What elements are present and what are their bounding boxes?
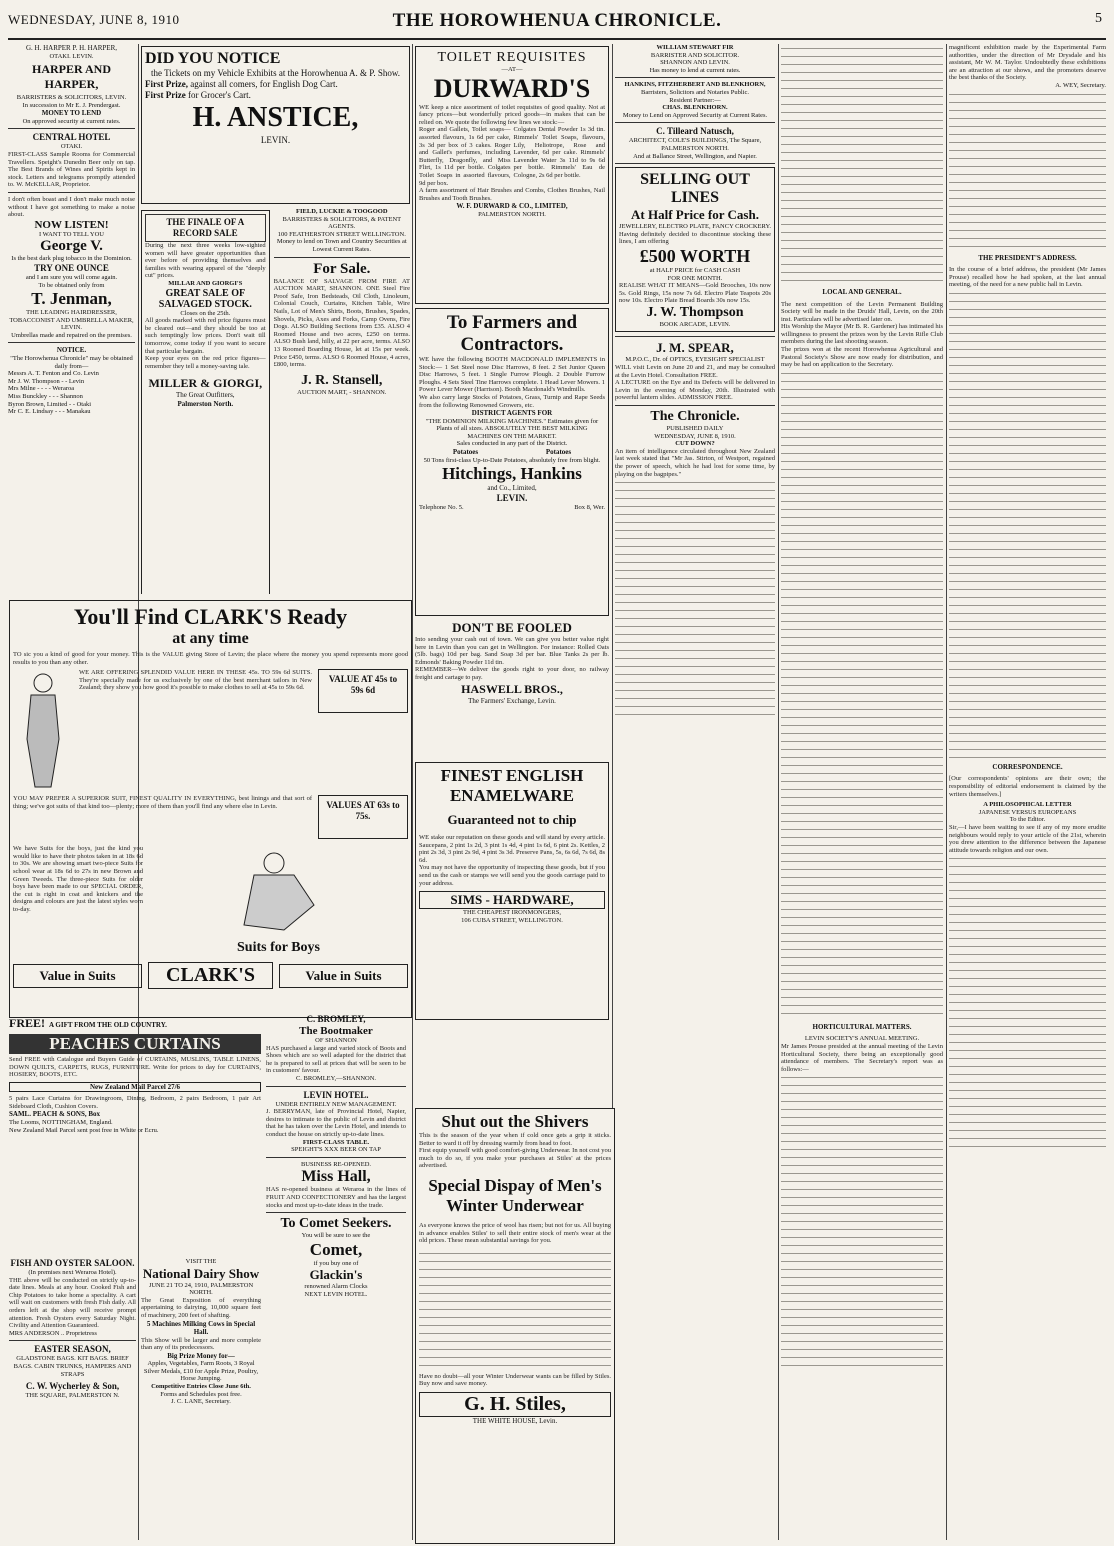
anstice-first1: First Prize, [145,79,188,89]
peach-parcel-text: 5 pairs Lace Curtains for Drawingroom, Dining, Bedroom, 2 pairs Bedroom, 1 pair Art Sideboard Cloth, Cushion Covers. [9,1095,261,1110]
jenman-name: T. Jenman, [31,289,112,309]
stiles-body-lines [419,1249,611,1369]
correspondence-note: [Our correspondents' opinions are their own; the responsibility of editorial endorsement is claimed by the writers themselves.] [949,775,1106,798]
clark-superior: YOU MAY PREFER A SUPERIOR SUIT, FINEST QUALITY IN EVERYTHING, best linings and that sort of thing; we've got suits of that kind too—plenty; more of them than you'll find any where else in Levin. [13,795,312,810]
spear-text: WILL visit Levin on June 20 and 21, and may be consulted at the Levin Hotel. Consultation FREE. [615,364,775,379]
stewart-town: SHANNON AND LEVIN. [660,59,730,67]
stiles-name: G. H. Stiles, [419,1392,611,1417]
col3-bottom [266,1014,406,1538]
hitchings-tel: Telephone No. 5. [419,503,464,511]
selling-realise: REALISE WHAT IT MEANS—Gold Brooches, 10s now 5s. Gold Rings, 15s now 7s 6d. Electro Plate Teapots 20s now 10s. Electro Plate Bread Boards 30s now 15s. [619,282,771,305]
hotel-town: OTAKI. [60,143,83,151]
agent-row: Mrs Milne - - - - Weraroa [8,385,75,393]
fish-title: FISH AND OYSTER SALOON. [10,1258,135,1268]
news-text-block [781,369,943,1019]
chronicle-date: WEDNESDAY, JUNE 8, 1910. [654,432,736,440]
clark-value1: VALUE AT 45s to 59s 6d [318,669,408,713]
chronicle-title: The Chronicle. [650,409,740,425]
agent-row: Mr J. W. Thompson - - Levin [8,377,85,385]
durward-toilet: TOILET REQUISITES [437,50,587,65]
news-text-block [949,854,1106,1154]
horti-title: HORTICULTURAL MATTERS. [812,1022,912,1031]
clark-value2: VALUES AT 63s to 75s. [318,795,408,839]
stansell-forsale: For Sale. [313,260,371,277]
column-7 [949,44,1106,1540]
sims-guar: Guaranteed not to chip [447,812,577,827]
comet-clocks: Glackin's [309,1267,363,1283]
local-title: LOCAL AND GENERAL. [822,288,902,296]
easter-title: EASTER SEASON, [34,1344,111,1355]
page-number: 5 [1095,11,1102,26]
sims-name: SIMS - HARDWARE, [419,891,605,909]
letter-sub: JAPANESE VERSUS EUROPEANS [978,808,1077,816]
correspondence-title: CORRESPONDENCE. [992,762,1063,771]
fish-text: THE above will be conducted on strictly up-to-date lines. Meals at any hour. Cooked Fish and Chip Potatoes to take home a speciality. A cart will wait on customers with fresh Fish daily. All orders left at the shop will receive prompt attention. Fresh Oysters every Saturday Night. Civility and Attention Guaranteed. [9,1276,136,1330]
anstice-first2-text: for Grocer's Cart. [187,90,251,100]
anstice-did: DID YOU NOTICE [145,50,281,67]
block-anstice-miller [141,44,410,594]
selling-price: At Half Price for Cash. [631,207,759,223]
durward-farm: A farm assortment of Hair Brushes and Combs, Clothes Brushes, Nail Brushes and Tooth Brushes. [419,187,605,202]
hankins-partner-name: CHAS. BLENKHORN. [662,104,728,112]
stewart-title: BARRISTER AND SOLICITOR. [650,51,740,59]
hitchings-name: Hitchings, Hankins [442,464,582,484]
dairy-sec: J. C. LANE, Secretary. [171,1398,231,1406]
dairy-dates: JUNE 21 TO 24, 1910, PALMERSTON NORTH. [148,1281,254,1297]
listen-tell: I WANT TO TELL YOU [39,230,104,238]
peach-firm: SAML. PEACH & SONS, Box [9,1110,101,1119]
right-p1: magnificent exhibition made by the Experimental Farm authorities, under the direction of Mr Drysdale and his assistant, Mr W. M. Taylor. Undoubtedly these exhibitions are an attraction at our shows, and the promoters deserve the best thanks of the Society. [949,44,1106,82]
clark-bottom-mid: CLARK'S [148,962,273,989]
bromley-trade: The Bootmaker [299,1025,373,1037]
haswell-name: HASWELL BROS., [461,681,563,696]
hitchings-pot1: Potatoes [452,448,479,457]
easter-items: GLADSTONE BAGS. KIT BAGS. BRIEF BAGS. CABIN TRUNKS, HAMPERS AND STRAPS [13,1355,132,1378]
selling-title: SELLING OUT LINES [640,171,750,207]
field-addr: 100 FEATHERSTON STREET WELLINGTON. [277,230,406,238]
agent-row: Messrs A. T. Fenton and Co. Levin [8,370,99,378]
peach-gift: A GIFT FROM THE OLD COUNTRY. [49,1021,167,1029]
george-sub: Is the best dark plug tobacco in the Dominion. [11,255,132,263]
miller-sub2: The Great Outfitters, [176,391,235,400]
hotel-title: CENTRAL HOTEL [32,132,111,143]
durward-firm: W. F. DURWARD & CO., LIMITED, [456,202,568,211]
miller-town: Palmerston North. [177,399,234,408]
miller-sub: MILLAR AND GIORGI'S [168,279,243,287]
easter-addr: THE SQUARE, PALMERSTON N. [25,1392,120,1400]
sims-text: WE stake our reputation on these goods and will stand by every article. Saucepans, 2 pint 1s 2d, 3 pint 1s 4d, 4 pint 1s 6d, 6 pint 2s. Kettles, 2 pint 2s 3d, 3 pint 2s 9d, 4 pint 3s 3d. Preserve Pans, 5s, 6s 6d, 7s 6d, 8s 6d. [419,834,605,864]
dairy-better: This Show will be larger and more complete than any of its predecessors. [141,1336,261,1352]
column-rule [412,44,413,1540]
hall-name: Miss Hall, [301,1168,371,1186]
dairy-title: National Dairy Show [142,1265,260,1281]
clark-boys: We have Suits for the boys, just the kind you would like to have their photos taken in at 18s 6d to 30s. We are showing smart two-piece Suits for school wear at 18s 6d to 27s in new Brown and Green Tweeds. The three-piece Suits for older boys have been made to our SPECIAL ORDER, the cut is right in coat and knickers and the designs and colours are just the latest styles worn to-day. [13,845,143,913]
dairy-machines: 5 Machines Milking Cows in Special Hall. [146,1319,256,1337]
hitchings-box: Box 8, Wer. [574,503,605,511]
boy-figure-icon [204,845,354,935]
dairy-entries: Competitive Entries Close June 6th. [151,1383,251,1391]
chronicle-text: An item of intelligence circulated throughout New Zealand last week stated that "Mr Jas. Stirton, of Westport, regained the power of speech, which he had lost for some time, by playing on the bagpipes." [615,447,775,478]
horti-text: Mr James Prouse presided at the annual meeting of the Levin Horticultural Society, there being an exceptionally good attendance of members. The Secretary's report was as follows:— [781,1042,943,1073]
local-p2: His Worship the Mayor (Mr B. R. Gardener) has intimated his willingness to present the prizes won by the Levin Rifle Club members during the last shooting season. [781,323,943,346]
news-text-block [949,289,1106,759]
letter-editor: To the Editor. [1009,816,1046,824]
miller-closes: Closes on the 25th. [180,309,231,317]
right-p2: In the course of a brief address, the president (Mr James Prouse) recalled how he had spoken, at the last annual meeting, of the need for a new public hall in Levin. [949,266,1106,289]
selling-ad [615,167,775,332]
levin-hotel-title: LEVIN HOTEL. [303,1089,369,1100]
selling-half: at HALF PRICE for CASH CASH [649,266,741,274]
field-sub: BARRISTERS & SOLICITORS, & PATENT AGENTS. [282,215,402,231]
local-p1: The next competition of the Levin Permanent Building Society will be made in the Druids' Hall, Levin, on the 20th inst. Particulars will be advertised later on. [781,300,943,323]
sims-ad [415,762,609,1020]
local-p3: The prizes won at the recent Horowhenua Agricultural and Pastoral Society's Show are now ready for distribution, and may be had on application to the Secretary. [781,346,943,369]
horti-sub: LEVIN SOCIETY'S ANNUAL MEETING. [804,1035,920,1043]
fish-easter-block [9,1258,136,1538]
peach-parcel: New Zealand Mail Parcel 27/6 [9,1082,261,1093]
right-p3: Sir,—I have been waiting to see if any of my more erudite neighbours would reply to your article of the 21st, wherein you drew attention to the difference between the Japanese attitude towards religion and our own. [949,823,1106,854]
selling-jewel: JEWELLERY, ELECTRO PLATE, FANCY CROCKERY. [619,223,771,231]
hitchings-ad [415,308,609,616]
jenman-note: Umbrellas made and repaired on the premises. [11,331,132,339]
column-5 [615,44,775,1540]
jenman-sub: THE LEADING HAIRDRESSER, TOBACCONIST AND UMBRELLA MAKER, LEVIN. [9,309,134,332]
spear-lecture: A LECTURE on the Eye and its Defects will be delivered in Levin in the evening of Monday, 20th. Illustrated with powerful lantern slides. ADMISSION FREE. [615,379,775,402]
column-6 [781,44,943,1540]
haswell-title: DON'T BE FOOLED [452,620,572,635]
durward-name: DURWARD'S [433,73,591,103]
agent-row: Byron Brown, Limited - - Otaki [8,400,92,408]
harper-title: HARPER AND HARPER, [31,62,111,92]
levin-hotel-text: J. BERRYMAN, late of Provincial Hotel, Napier, desires to intimate to the public of Levin and district that he has taken over the Levin Hotel, and intends to conduct the house on strictly up-to-date lines. [266,1108,406,1138]
hall-text: HAS re-opened business at Weraroa in the lines of FRUIT AND CONFECTIONERY and has the largest stocks and most up-to-date ideas in the trade. [266,1186,406,1209]
bromley-text: HAS purchased a large and varied stock of Boots and Shoes which are so well adapted for the district that he is prepared to sell at prices that will be seen to be in customers' favour. [266,1044,406,1075]
fish-prop: MRS ANDERSON .. Proprietress [9,1329,97,1337]
anstice-town: LEVIN. [260,135,291,145]
obtain-text: To be obtained only from [38,281,105,289]
hankins-money: Money to Lend on Approved Security at Current Rates. [622,111,768,119]
selling-month: FOR ONE MONTH. [667,274,723,282]
agent-row: Mr C. E. Lindsay - - - Manakau [8,408,91,416]
natusch-sub: ARCHITECT, COLE'S BUILDINGS, The Square, PALMERSTON NORTH. [628,137,762,152]
haswell-sub: The Farmers' Exchange, Levin. [468,696,556,705]
news-text-block [781,1073,943,1373]
haswell-remember: REMEMBER—We deliver the goods right to your door, no railway freight and cartage to pay. [415,666,609,681]
natusch-name: C. Tilleard Natusch, [656,126,734,137]
selling-worth: £500 WORTH [639,245,751,266]
notice-title: NOTICE. [56,346,87,355]
hitchings-text: WE have the following BOOTH MACDONALD IMPLEMENTS in Stock:— 1 Set Steel nose Disc Harrows, 8 feet. 2 Set Junior Queen Disc Harrows, 5 feet. 1 Single Furrow Plough. 2 Double Furrow Ploughs. 4 Sets Steel Tine Harrows complete. 1 Head Lever Mowers. 1 Power Lever Mower (Harrison). Booth Macdonald's Windmills. [419,356,605,394]
stewart-name: WILLIAM STEWART FIR [656,44,734,51]
hitchings-agents-text: "THE DOMINION MILKING MACHINES." Estimates given for Plants of all sizes. ABSOLUTELY THE BEST MILKING MACHINES ON THE MARKET. [425,417,599,440]
spear-name: J. M. SPEAR, [656,340,734,356]
hotel-text: FIRST-CLASS Sample Rooms for Commercial Travellers. Speight's Dunedin Beer only on tap. The Best Brands of Wines and Spirits kept in stock. Letters and telegrams promptly attended to. W. McKELLAR, Proprietor. [8,150,135,189]
stiles-text: First equip yourself with good comfort-giving Underwear. In not cost you much to do so, if you make your purchases at Stiles' at the prices advertised. [419,1147,611,1170]
editorial-text-block [615,478,775,718]
hitchings-pot-text: 50 Tons first-class Up-to-Date Potatoes, absolutely free from blight. [423,456,601,464]
anstice-ad [141,46,410,204]
natusch-also: And at Ballance Street, Wellington, and Napier. [633,152,757,160]
president-title: THE PRESIDENT'S ADDRESS. [978,253,1077,262]
selling-sub: BOOK ARCADE, LEVIN. [659,320,731,328]
levin-hotel-beer: SPEIGHT'S XXX BEER ON TAP [291,1146,381,1154]
hitchings-agents: DISTRICT AGENTS FOR [471,409,553,418]
bromley-town: OF SHANNON [315,1037,357,1044]
hitchings-sub: and Co., Limited, [487,484,537,493]
comet-addr: NEXT LEVIN HOTEL. [304,1290,368,1298]
masthead [8,8,1106,40]
sims-may: You may not have the opportunity of inspecting these goods, but if you send us the cash or stamps we will send you the goods carriage paid to your address. [419,864,605,887]
chronicle-sub: PUBLISHED DAILY [666,425,724,433]
letter-title: A PHILOSOPHICAL LETTER [983,801,1072,809]
anstice-first2: First Prize [145,90,186,100]
column-rule [946,44,947,1540]
harper-succession: In succession to Mr E. J. Prendergast. [22,101,121,109]
anstice-name: H. ANSTICE, [192,102,359,133]
clark-offer: WE ARE OFFERING SPLENDID VALUE HERE IN THESE 45s. TO 59s 6d SUITS. They're specially made for us exclusively by one of the best merchant tailors in New Zealand; they show you how good it's possible to make clothes to sell at 45s to 59s 6d. [79,669,312,692]
dairy-prize-text: Apples, Vegetables, Farm Roots, 3 Royal Silver Medals, £10 for Apple Prize, Poultry, Horse Jumping. [143,1360,259,1383]
hitchings-title: To Farmers and Contractors. [446,312,578,355]
comet-clocks-sub: renowned Alarm Clocks [304,1283,368,1291]
comet-sub2: if you buy one of [313,1259,359,1267]
stiles-intro: This is the season of the year when if cold once gets a grip it sticks. Better to ward it off by dressing warmly from head to foot. [419,1132,611,1147]
field-title: FIELD, LUCKIE & TOOGOOD [296,208,388,215]
durward-town: PALMERSTON NORTH. [478,210,546,218]
miller-text: During the next three weeks low-sighted women will have greater opportunities than ever before of providing themselves and families with wearing apparel of the "deeply cut" prices. [145,242,266,280]
stiles-final: Have no doubt—all your Winter Underwear wants can be filled by Stiles. Buy now and save money. [419,1372,611,1388]
stiles-title: Shut out the Shivers [441,1112,589,1131]
clark-ad [9,600,412,1018]
bromley-name: C. BROMLEY, [306,1014,366,1024]
peach-firm2: New Zealand Mail Parcel sent post free in White or Ecru. [9,1126,159,1134]
fish-sub: (In premises next Weraroa Hotel). [28,1269,117,1276]
clark-title: You'll Find CLARK'S Ready [73,604,348,629]
sims-sub: THE CHEAPEST IRONMONGERS, [463,909,561,917]
hitchings-sales: Sales conducted in any part of the District. [456,440,568,448]
peach-town: The Looms, NOTTINGHAM, England. [9,1118,113,1126]
listen-intro: I don't often boast and I don't make much noise without I have got something to make a noise about. [8,195,135,219]
spear-sub: M.P.O.C., Dr. of OPTICS, EYESIGHT SPECIALIST [625,356,765,364]
right-sec: A. WEY, Secretary. [1055,81,1106,89]
durward-ad [415,46,609,304]
clark-boys-label: Suits for Boys [237,940,320,956]
miller-body: All goods marked with red price figures must be cleared out—and they should be too at such temptingly low prices. Don't wait till tomorrow, come today if you want to secure that particular bargain. [145,317,266,355]
levin-hotel-first: FIRST-CLASS TABLE. [302,1138,370,1146]
stewart-money: Has money to lend at current rates. [649,66,741,74]
george-title: George V. [40,238,103,255]
harper-note: On approved security at current rates. [22,117,121,125]
field-money: Money to lend on Town and Country Securities at Lowest Current Rates. [276,238,407,253]
column-rule [778,44,779,1540]
peach-ad [9,1014,261,1252]
miller-keep: Keep your eyes on the red price figures—remember they tell a money-saving tale. [145,355,266,370]
sims-addr: 106 CUBA STREET, WELLINGTON. [461,916,563,924]
stansell-name: J. R. Stansell, [301,372,383,388]
try-sub: and I am sure you will come again. [25,273,118,281]
hankins-name: HANKINS, FITZHERBERT AND BLENKHORN, [624,81,766,89]
stiles-body: As everyone knows the price of wool has risen; but not for us. All buying in advance enables Stiles' to sell their entire stock of men's wear at the old prices. These mean substantial savings for you. [419,1221,611,1245]
harper-money: MONEY TO LEND [41,109,102,118]
masthead-title: THE HOROWHENUA CHRONICLE. [392,10,722,31]
dairy-ad [141,1258,261,1538]
news-text-block [949,90,1106,250]
hall-reopen: BUSINESS RE-OPENED. [300,1160,372,1168]
stansell-text: BALANCE OF SALVAGE FROM FIRE AT AUCTION MART, SHANNON. ONE Steel Fire Proof Safe, Iron Bedsteads, Oil Cloth, Linoleum, Colonial Couch, Curtains, Kitchen Table, Wire Nails, Lot of Men's Shirts, Boots, Brushes, Spades, Shovels, Picks, Axes and Forks, Camp Ovens, Fire Dogs. ALSO Building Sections from £35. ALSO 4 Roomed House and two acres, £250 on terms. ALSO Bush land, hilly, at 22 per acre, terms. ALSO 13 Roomed Boarding House, let at 15s per week. Price £450, terms. ALSO 6 Roomed House, 4 acres, £800, terms. [273,277,410,369]
comet-sub: You will be sure to see the [301,1232,371,1240]
stiles-special: Special Dispay of Men's Winter Underwear [428,1175,602,1215]
clark-sub: at any time [172,630,249,647]
haswell-text: Into sending your cash out of town. We can give you better value right here in Levin than you can get in Wellington. For instance: Rolled Oats (5lb. bags) 10d per bag. Sand Soap 3d per bar. Blue Tanks 2s per lb. Edmonds' Baking Powder 11d tin. [415,636,609,666]
harper-towns: OTAKI. LEVIN. [49,52,94,60]
durward-text: WE keep a nice assortment of toilet requisites of good quality. Not at fancy prices—but wonderfully priced goods—in makes that can be relied on. We quote the following few lines we stock:— [419,103,605,126]
haswell-ad [415,620,609,760]
masthead-date: WEDNESDAY, JUNE 8, 1910 [8,12,180,27]
levin-hotel-sub: UNDER ENTIRELY NEW MANAGEMENT. [275,1100,397,1108]
listen-title: NOW LISTEN! [34,218,109,231]
harper-names: G. H. HARPER P. H. HARPER, [25,44,118,52]
stiles-sub: THE WHITE HOUSE, Levin. [472,1416,558,1425]
news-text-block [781,44,943,284]
dairy-text: The Great Exposition of everything appertaining to dairying, 10,000 square feet of machinery, 200 feet of shafting. [141,1296,261,1319]
hitchings-town: LEVIN. [496,492,528,503]
agent-row: Miss Bunckley - - - Shannon [8,392,83,400]
notice-text: "The Horowhenua Chronicle" may be obtained daily from— [10,354,133,370]
clark-bottom-right: Value in Suits [279,964,408,988]
hitchings-pot2: Potatoes [545,448,572,457]
durward-list-right: Colgates Dental Powder 1s 3d tin. Rimmels' Toilet Soaps, flavours, Lily, Heliotrope, Rose and Lavender, 6d per cake. Rimmels' Lavender Water 3s 11d to 9s 6d per bottle. Rimmels' Eau de Cologne, 2s 6d per bottle. [513,126,605,179]
dairy-visit: VISIT THE [185,1258,217,1265]
chronicle-cut: CUT DOWN? [675,440,715,448]
durward-list-left: Roger and Gallets, Toilet soaps—assorted flavours, 1s 6d per cake, 3s 3d per box of 3 cakes. Roger and Gallet's perfumes, including Butterfly, Dragonfly, and Miss Flirt, 1s 11d per bottle. Colgates Toilet Soaps in assorted flavours, 9d per box. [419,126,511,187]
clark-intro: TO sic you a kind of good for your money. This is the VALUE giving Store of Levin; the place where the money you spend represents more good results to you than any other. [13,651,408,666]
miller-name: MILLER & GIORGI, [148,376,263,391]
sims-finest: FINEST ENGLISH ENAMELWARE [440,766,584,805]
miller-finale: THE FINALE OF A RECORD SALE [145,214,266,242]
anstice-first1-text: against all comers, for English Dog Cart. [190,79,338,89]
comet-title: To Comet Seekers. [280,1216,392,1232]
miller-ad [141,210,270,594]
bromley-sign: C. BROMLEY,—SHANNON. [295,1074,377,1082]
harper-sub: BARRISTERS & SOLICITORS, LEVIN. [16,94,127,102]
anstice-text: the Tickets on my Vehicle Exhibits at the Horowhenua A. & P. Show. [151,68,400,78]
peach-free: FREE! [9,1016,45,1030]
peach-text: Send FREE with Catalogue and Buyers Guide of CURTAINS, MUSLINS, TABLE LINENS, DOWN QUILTS, CARPETS, RUGS, FURNITURE. Write for prices to day for CURTAINS, HOSIERY, BOOTS, ETC. [9,1056,261,1079]
stiles-ad [415,1108,615,1544]
easter-name: C. W. Wycherley & Son, [25,1381,120,1392]
durward-at: —AT— [501,66,523,73]
try-title: TRY ONE OUNCE [34,262,109,273]
peach-logo: PEACHES CURTAINS [9,1034,261,1054]
hitchings-seed: We also carry large Stocks of Potatoes, Grass, Turnip and Rape Seeds from the following Renowned Growers, etc. [419,393,605,409]
clark-bottom-left: Value in Suits [13,964,142,988]
selling-name: J. W. Thompson [646,304,744,320]
dairy-prize: Big Prize Money for— [167,1351,235,1360]
comet-name: Comet, [309,1239,363,1259]
hankins-sub: Barristers, Solicitors and Notaries Public. [641,88,749,96]
miller-great: GREAT SALE OF SALVAGED STOCK. [158,287,252,310]
selling-text: Having definitely decided to discontinue stocking these lines, I am offering [619,230,771,246]
hankins-partner: Resident Partner:— [669,96,721,104]
man-figure-icon [13,669,73,789]
dairy-forms: Forms and Schedules post free. [160,1390,242,1398]
stansell-sub: AUCTION MART, - SHANNON. [297,388,387,396]
